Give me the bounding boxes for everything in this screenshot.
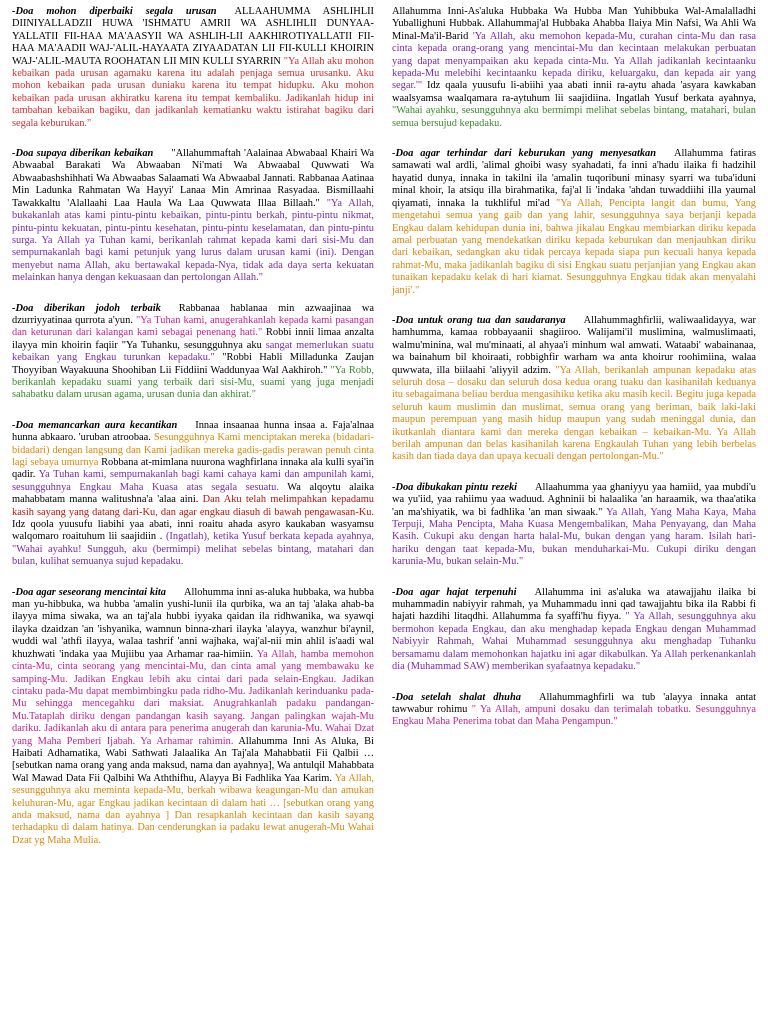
prayer-text: Robbana at-mimlana nuurona waghfirlana innaka ala kulli syai'in qadir. xyxy=(12,457,375,481)
translation-text: 'Ya Allah, aku memohon kepada-Mu, curahan cinta-Mu dan rasa cinta kepada orang-orang yang mencintai-Mu dan kecintaan melakukan perbuatan yang dapat menyampaikan aku kepada cinta-Mu. Ya Allah jadikanlah kecintaanku kepada-Mu melebihi kecintaanku kepada diriku, keluargaku, dan kepada air yang segar.'" xyxy=(392,30,756,92)
prayer-title: -Doa mohon diperbaiki segala urusan xyxy=(12,6,217,17)
translation-text: "Wahai ayahku, sesungguhnya aku bermimpi melihat sebelas bintang, matahari, bulan semua bersujud kepadaku. xyxy=(392,105,756,129)
prayer-text: Allahummaghfirli wa tub 'alayya innaka antat tawwabur rohimu xyxy=(392,691,756,715)
left-column xyxy=(12,6,374,865)
prayer-doa-mohon-diperbaiki-segala-urusan xyxy=(12,6,374,130)
prayer-title: -Doa supaya diberikan kebaikan xyxy=(12,148,154,160)
prayer-text: Wa alqoytu alaika mahabbatam manna walitushna'a 'alaa aini. xyxy=(12,481,374,506)
prayer-doa-memancarkan-aura-kecantikan xyxy=(12,420,374,569)
prayer-doa-untuk-orang-tua-dan-saudaranya xyxy=(392,315,756,464)
prayer-text: Robbi innii limaa anzalta ilayya min khoirin faqiir "Ya Tuhanku, sesungguhnya aku xyxy=(12,327,374,351)
translation-text: Ya Allah, sesungguhnya aku meminta kepada-Mu, berkah wibawa keagungan-Mu dan amukan keluhuran-Mu, agar Engkau jadikan kecintaan di dalam hati … [sebutkan orang yang anda maksud, nama dan ayahnya ] Dan resapkanlah kecintaan dan kasih sayang terhadapku di dalam hatinya. Dan cenderungkan ia padaku lewat anugerah-Mu Wahai Dzat yg Maha Mulia. xyxy=(12,772,374,846)
prayer-doa-agar-hajat-terpenuhi xyxy=(392,587,756,674)
prayer-text: Allaahumma yaa ghaniyyu yaa hamiid, yaa mubdi'u wa yu'iid, yaa rahiimu yaa waduud. Aghninii bi halaalika 'an haraamik, wa thaa'atika 'an ma'shiyatik, wa bi fadhlika 'an man siwaak." xyxy=(392,481,757,518)
translation-text: Ya Allah, Yang Maha Kaya, Maha Terpuji, Maha Pencipta, Maha Kuasa Mengembalikan, Maha Penyayang, dan Maha Kasih. Cukupi aku dengan harta halal-Mu, bukan dengan yang haram. Isilah hari-hariku dengan taat kepada-Mu, bukan menduharkai-Mu. Cukupi diriku dengan karunia-Mu, bukan selain-Mu." xyxy=(392,506,757,568)
translation-text: " Ya Allah, ampuni dosaku dan terimalah tobatku. Sesungguhnya Engkau Maha Penerima tobat dan Maha Pengampun." xyxy=(392,703,756,728)
right-column xyxy=(392,6,756,747)
prayer-text: Allohumma inni as-aluka hubbaka, wa hubba man yu-hibbuka, wa hubba 'amalin yushi-lunii ila qurbika, wa an taj 'alaka ahab-ba ilayya mima siwaka, wa an taj'ala hubbi iyyaka qaidan ila ridhwanika, wa syawqi ilayka dzaidzan 'an 'ishyanika, wamnun binna-zhari ilayka 'alayya, wanzhur bi'aynil, wuddi wal 'athfi ilayya, walaa tashrif 'anni wajhaka, waj'al-nii min ahlil is'aadi wal khuzhwati 'indaka yaa Mujiibu yaa Arhamar raa-himiin. xyxy=(12,586,374,660)
translation-text: "Ya Allah, Pencipta langit dan bumu, Yang mengetahui semua yang gaib dan yang lahir, sesungguhnya saya berjanji kepada Engkau dalam kehidupan dunia ini, bahwa jikalau Engkau membiarkan diriku kepada amal perbuatan yang mendekatkan diriku kepada keburukan dan menjauhkan diriku dari kebaikan, sedangkan aku tidak percaya kepada siapa pun kecuali hanya kepada rahmat-Mu, maka jadikanlah bagiku di sisi Engkau suatu perjanjian yang Engkau akan tunaikan kepadaku kelak di hari kiamat. Sesungguhnya Engkau tidak akan menyalahi janji'." xyxy=(392,197,756,296)
translation-text: "Ya Allah aku mohon kebaikan pada urusan agamaku karena itu adalah penjaga semua urusanku. Aku mohon kebaikan pada urusan duniaku karena itu tempat hidupku. Aku mohon kebaikan pada urusan akhiratku karena itu tempat kembaliku. Jadikanlah hidup ini tambahan kebaikan bagiku, dan jadikanlah kematianku waktu istirahat bagiku dari segala keburukan." xyxy=(12,55,374,129)
translation-text: " Ya Allah, sesungguhnya aku bermohon kepada Engkau, dan aku menghadap kepada Engkau dengan Muhammad Nabiyyir Rahmah, Wahai Muhammad sesungguhnya aku menghadap Tuhanku bersamamu dalam memohonkan hajatku ini agar dikabulkan. Ya Allah perkenankanlah dia (Muhammad SAW) memberikan syafaatnya kepadaku." xyxy=(392,611,756,673)
prayer-text: Idz qoola yuusufu liabihi yaa abati, inni roaitu ahada asyro kaukaban wasyamsu walqomaro roaituhum lii saajidiin . xyxy=(12,519,374,543)
prayer-doa-supaya-diberikan-kebaikan xyxy=(12,148,374,284)
prayer-title: -Doa agar seseorang mencintai kita xyxy=(12,586,166,598)
prayer-text: Innaa insaanaa hunna insaa a. Faja'alnaa hunna abkaaro. 'uruban atroobaa. xyxy=(12,419,375,444)
prayer-title: -Doa setelah shalat dhuha xyxy=(392,691,521,703)
prayer-text: Allahumma Inni-As'aluka Hubbaka Wa Hubba Man Yuhibbuka Wal-Amalalladhi Yuballighuni Hubbak. Allahummaj'al Hubbaka Ahabba Ilaiya Min Nafsi, Wa Ahli Wa Minal-Ma'il-Barid xyxy=(392,6,756,42)
prayer-doa-setelah-shalat-dhuha xyxy=(392,692,756,729)
prayer-title: -Doa agar terhindar dari keburukan yang menyesatkan xyxy=(392,148,657,160)
translation-text: "Ya Allah, berikanlah ampunan kepadaku atas seluruh dosa – dosaku dan seluruh dosa kedua orang tuaku dan kasihanilah keduanya itu sebagaimana beliau berdua mengasihiku ketika aku masih kecil. Begitu juga kepada seluruh kaum muslimin dan muslimat, semua orang yang beriman, baik laki-laki maupun perempuan yang masih hidup maupun yang sudah meninggal dunia, dan ikutkanlah diantara kami dan mereka dengan kebaikan – kebaikan-Mu. Ya Allah berilah ampunan dan belas kasihanilah karena Engkaulah Tuhan yang lebih berbelas kasih dan tiada daya dan upaya kecuali dengan pertolongan-Mu." xyxy=(392,364,756,463)
translation-text: Ya Allah, hamba memohon cinta-Mu, cinta seorang yang mencintai-Mu, dan cinta amal yang membawaku ke samping-Mu. Jadikan Engkau lebih aku cintai dari pada selain-Engkau. Jadikan cintaku pada-Mu dapat membimbingku pada ridho-Mu. Jadikanlah kerinduanku pada-Mu sehingga mencegahku dari maksiat. Anugrahkanlah padaku pandangan-Mu.Tataplah diriku dengan pandangan kasih sayang. Jangan palingkan wajah-Mu dariku. Jadikanlah aku di antara para penerima anugerah dan karunia-Mu. Wahai Dzat yang Maha Pemberi Ijabah. Ya Arhamar rahimin. xyxy=(12,648,374,747)
prayer-text: Rabbanaa hablanaa min azwaajinaa wa dzurriyyatinaa qurrota a'yun. xyxy=(12,302,375,326)
prayer-text: "Robbi Habli Milladunka Zaujan Thoyyiban Wayakuuna Shoohiban Lii Fiddiini Waddunyaa Wal Aakhiroh." xyxy=(12,352,374,376)
prayer-doa-dibukakan-pintu-rezeki xyxy=(392,482,756,569)
prayer-text: Idz qaala yuusufu li-abiihi yaa abati innii ra-aytu ahada 'asyara kawkaban waalsyamsa waalqamara ra-aytuhum lii saajidiina. Ingatlah Yusuf berkata ayahnya, xyxy=(392,80,756,104)
prayer-doa-diberikan-jodoh-terbaik xyxy=(12,303,374,402)
translation-text: Dan Aku telah melimpahkan kepadamu kasih sayang yang datang dari-Ku, dan agar engkau diasuh di bawah pengawasan-Ku. xyxy=(12,494,374,518)
translation-text: sangat memerlukan suatu kebaikan yang Engkau turunkan kepadaku." xyxy=(12,339,374,364)
prayer-text: Allahummaghfirlii, waliwaalidayya, war hamhumma, kamaa robbayaanii shagiiroo. Walijami'il muslimina, walmuslimaati, walmu'minina, wal mu'minaati, al ahyaa'i minhum wal amwati. Wataabi' wabainanaa, wa bainahum bil khoiraati, robbighfir warham wa anta khoirur roohimiina, walaa quwwata, illa biilaahi 'aliyyil adzim. xyxy=(392,314,756,376)
prayer-doa-agar-terhindar-dari-keburukan-yang-m xyxy=(392,148,756,297)
prayer-text: Allahumma Inni As Aluka, Bi Haibati Adhamatika, Wabi Sathwati Jalaalika An Taj'ala Mahabbatii Fii Qalbii … [sebutkan nama orang yang anda maksud, nama dan ayahnya], Wa antulqil Mahabbata Wal Mawad Data Fii Qalbihi Wa Aththifhu, Alayya Bi Fadhlika Yaa Karim. xyxy=(12,735,374,784)
prayer-continuation xyxy=(392,6,756,130)
prayer-text: Allahumma fatiras samawati wal ardli, 'alimal ghoibi wasy syahadati, fa inni a'hadu ilaika fi hadzihil hayatid dunya, innaka in takilni ila 'amalin tuqoribuni minasy syarri wa tuba'iduni minal khoir, la atsiqu illa birahmatika, faj'al li 'indaka 'ahdan tuwaddiihi illa yaumal qiyamati, innaka la tukhliful mi'ad xyxy=(392,148,756,209)
prayer-text: Allahumma ini as'aluka wa atawajjahu ilaika bi muhammadin nabiyyir rahmah, ya Muhammadu inni qad tawajjahtu bika ila Rabbi fi hajati hazdihi litaqdhi. Allahumma fa syaffi'hu fiyya. xyxy=(392,586,757,623)
prayer-title: -Doa dibukakan pintu rezeki xyxy=(392,481,518,493)
prayer-title: -Doa diberikan jodoh terbaik xyxy=(12,302,161,314)
prayer-title: -Doa agar hajat terpenuhi xyxy=(392,586,517,598)
prayer-title: -Doa untuk orang tua dan saudaranya xyxy=(392,314,566,326)
translation-text: "Ya Robb, berikanlah kepadaku suami yang terbaik dari sisi-Mu, suami yang juga menjadi sahabatku dalam urusan agama, urusan dunia dan akhirat." xyxy=(12,364,374,401)
prayer-doa-agar-seseorang-mencintai-kita xyxy=(12,587,374,848)
translation-text: Sesungguhnya Kami menciptakan mereka (bidadari-bidadari) dengan langsung dan Kami jadikan mereka gadis-gadis perawan penuh cinta lagi sebaya umurnya xyxy=(12,432,374,468)
translation-text: "Ya Allah, bukakanlah atas kami pintu-pintu kebaikan, pintu-pintu berkah, pintu-pintu nikmat, pintu-pintu kekuatan, pintu-pintu kesehatan, pintu-pintu keselamatan, dan pintu-pintu surga. Ya Allah ya Tuhan kami, berikanlah rahmat kepada kami dari sisi-Mu dan sempurnakanlah bagi kami petunjuk yang lurus dalam urusan kami (ini). Dengan menyebut nama Allah, aku bertawakal kepada-Nya, tidak ada daya serta kekuatan melainkan hanya dengan kekuasaan dan pertolongan Allah." xyxy=(12,197,374,284)
prayer-title: -Doa memancarkan aura kecantikan xyxy=(12,419,178,431)
prayer-text: ALLAAHUMMA ASHLIHLII DIINIYALLADZII HUWA 'ISHMATU AMRII WA ASHLIHLII DUNYAA-YALLATII FII-HAA MA'AASYII WA ASHLIH-LII AAKHIROTIYALLATII FII-HAA MA'AADII WAJ-'ALIL-HAYAATA ZIYAADATAN LII FII-KULLI KHOIRIN WAJ-'ALIL-MAUTA ROOHATAN LII MIN KULLI SYARRIN xyxy=(12,6,374,67)
prayer-text: "Allahummaftah 'Aalainaa Abwabaal Khairi Wa Abwaabal Barakati Wa Abwaaban Ni'mati Wa Abwaabal Quwwati Wa Abwaabashshihhati Wa Abwaabas Salaamati Wa Abwaabal Jannati. Rabbanaa Aatinaa Min Ladunka Rahmatan Wa Hayyi' Lanaa Min Amrinaa Rasyadaa. Bismillaahi Tawakkaltu 'Alallaahi Laa Haula Wa Laa Quwwata Illaa Billaah." xyxy=(12,148,374,209)
translation-text: (Ingatlah), ketika Yusuf berkata kepada ayahnya, "Wahai ayahku! Sungguh, aku (bermimpi) melihat sebelas bintang, matahari dan bulan, kulihat semuanya sujud kepadaku. xyxy=(12,531,374,568)
translation-text: "Ya Tuhan kami, anugerahkanlah kepada kami pasangan dan keturunan dari kalangan kami sebagai penenang hati." xyxy=(12,314,375,339)
translation-text: Ya Tuhan kami, sempurnakanlah bagi kami cahaya kami dan ampunilah kami, sesungguhnya Engkau Maha Kuasa atas segala sesuatu. xyxy=(12,469,374,493)
